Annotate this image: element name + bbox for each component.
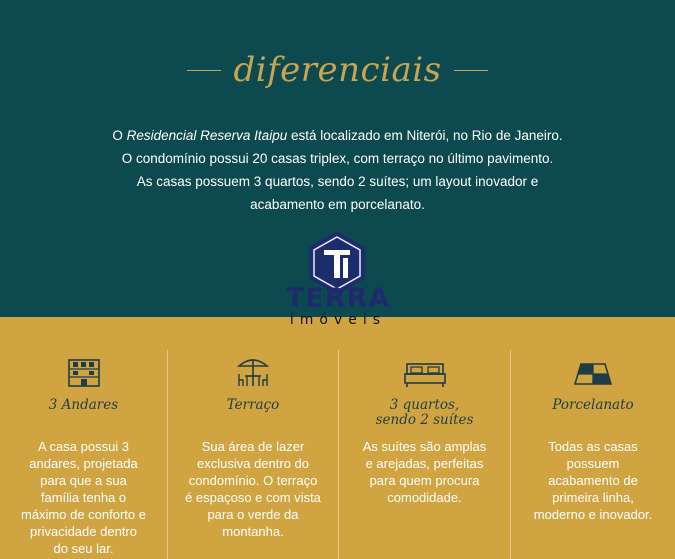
title-line-left [187,70,221,71]
feature-title-line: Terraço [226,397,280,413]
logo-brand: TERRA [285,283,391,314]
feature-description [168,438,338,540]
feature-title-line: Porcelanato [552,397,634,413]
desc-line: acabamento de [548,473,638,488]
feature-porcelanato [511,350,675,559]
intro-line-3: As casas possuem 3 quartos, sendo 2 suítes; um layout inovador e [136,174,539,189]
feature-terraco [168,350,338,559]
desc-line: para o verde da [207,507,299,522]
desc-line: A casa possui 3 [37,439,130,454]
desc-line: do seu lar. [53,541,114,556]
feature-quartos [339,350,510,559]
intro-property-name: Residencial Reserva Itaipu [126,128,288,143]
title-text: diferenciais [233,50,442,90]
feature-andares [0,350,167,559]
section-title [0,50,675,90]
desc-line: para que a sua [40,473,127,488]
feature-title [168,398,338,430]
feature-title-line: sendo 2 suítes [375,412,474,428]
desc-line: máximo de conforto e [20,507,146,522]
feature-description [0,438,167,557]
feature-description [339,438,510,506]
desc-line: moderno e inovador. [533,507,653,522]
feature-title [0,398,167,430]
desc-line: para quem procura [369,473,480,488]
desc-line: comodidade. [387,490,462,505]
intro-line-1 [0,124,675,147]
bed-icon [403,362,447,388]
feature-title [339,398,510,430]
umbrella-table-icon [236,354,270,388]
desc-line: exclusiva dentro do [196,456,309,471]
desc-line: possuem [566,456,620,471]
intro-line-1-rest: está localizado em Niterói, no Rio de Janeiro. [287,128,563,143]
feature-title [511,398,675,430]
building-icon [67,358,101,388]
desc-line: e arejadas, perfeitas [365,456,484,471]
floor-tile-icon [573,360,613,388]
desc-line: andares, projetada [29,456,138,471]
desc-line: é espaçoso e com vista [185,490,321,505]
feature-title-line: 3 quartos, [389,397,460,413]
desc-line: Sua área de lazer [201,439,305,454]
logo-subtitle: imóveis [289,312,387,328]
desc-line: primeira linha, [552,490,634,505]
feature-description [511,438,675,523]
intro-prefix: O [112,128,127,143]
desc-line: As suítes são amplas [362,439,487,454]
intro-text [0,124,675,216]
intro-line-4: acabamento em porcelanato. [250,197,425,212]
desc-line: condomínio. O terraço [188,473,318,488]
desc-line: Todas as casas [548,439,638,454]
desc-line: família tenha o [40,490,127,505]
desc-line: privacidade dentro [30,524,137,539]
feature-title-line: 3 Andares [48,397,119,413]
intro-line-2: O condomínio possui 20 casas triplex, com terraço no último pavimento. [121,151,554,166]
desc-line: montanha. [222,524,284,539]
title-line-right [454,70,488,71]
